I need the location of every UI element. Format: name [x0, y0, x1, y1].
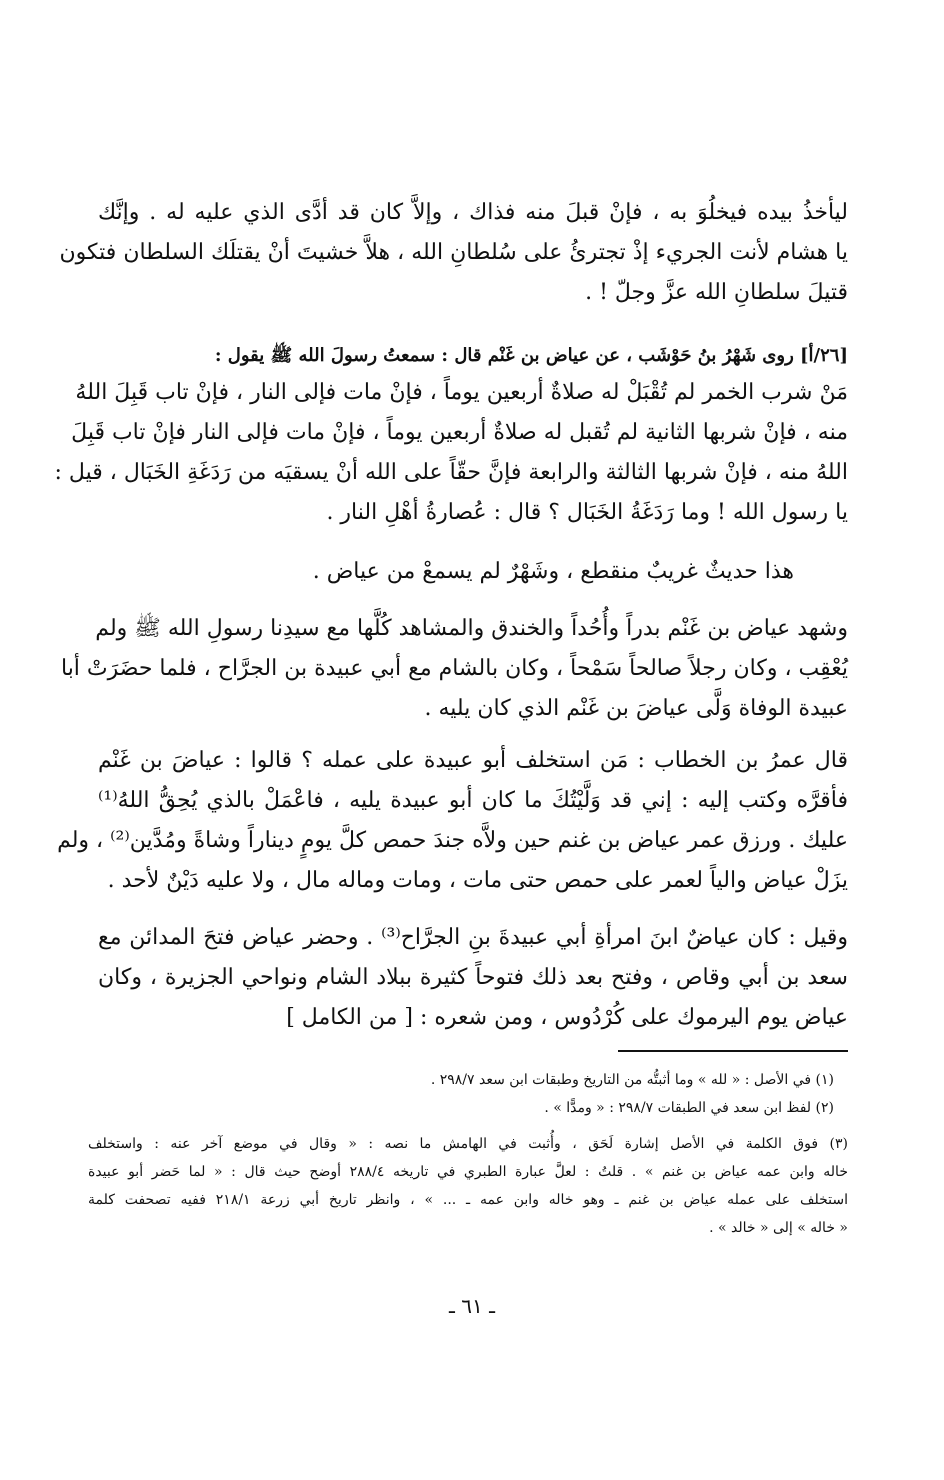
paragraph-3-line-1: قال عمرُ بن الخطاب : مَن استخلف أبو عبيدة على عمله ؟ قالوا : عياضَ بن غَنْم: [98, 748, 848, 773]
hadith-comment: هذا حديثٌ غريبٌ منقطع ، وشَهْرٌ لم يسمعْ من عياض .: [312, 559, 794, 584]
hadith-line-2: منه ، فإنْ شربها الثانية لم تُقبل له صلاةٌ أربعين يوماً ، فإنْ مات فإلى النار فإنْ تاب قَبِلَ: [71, 420, 848, 445]
paragraph-2-line-2: يُعْقِب ، وكان رجلاً صالحاً سَمْحاً ، وكان بالشام مع أبي عبيدة بن الجرَّاح ، فلما حضَرَتْ أبا: [60, 656, 848, 681]
page-number: ـ ٦١ ـ: [449, 1294, 495, 1318]
paragraph-2-line-1: وشهد عياض بن غَنْم بدراً وأُحُداً والخندق والمشاهد كُلَّها مع سيدِنا رسولِ الله ﷺ ولم: [95, 616, 848, 641]
footnote-separator: [618, 1050, 848, 1052]
paragraph-3-line-4: يزَلْ عياض والياً لعمر على حمص حتى مات ، ومات وماله مال ، ولا عليه دَيْنٌ لأحد .: [107, 868, 848, 893]
footnote-3-line-4: « خاله » إلى « خالد » .: [709, 1220, 848, 1236]
paragraph-3-line-2: فأقرَّه وكتب إليه : إني قد وَلَّيْتُكَ ما كان أبو عبيدة يليه ، فاعْمَلْ بالذي يُحِقُّ اللهُ⁽¹⁾: [98, 788, 848, 813]
paragraph-4-line-3: عياض يوم اليرموك على كُرْدُوس ، ومن شعره : [ من الكامل ]: [286, 1005, 848, 1030]
hadith-line-1: مَنْ شرب الخمر لم تُقْبَلْ له صلاةٌ أربعين يوماً ، فإنْ مات فإلى النار ، فإنْ تاب قَبِلَ اللهُ: [75, 380, 848, 405]
hadith-line-3: اللهُ منه ، فإنْ شربها الثالثة والرابعة فإنَّ حقّاً على الله أنْ يسقيَه من رَدَغَةِ الخَبَال ، قيل :: [54, 460, 848, 485]
paragraph-2-line-3: عبيدة الوفاة وَلَّى عياضَ بن غَنْم الذي كان يليه .: [424, 696, 848, 721]
paragraph-4-line-1: وقيل : كان عياضٌ ابنَ امرأةِ أبي عبيدةَ بنِ الجرَّاح⁽³⁾ . وحضر عياض فتحَ المدائن مع: [98, 925, 849, 950]
footnote-2: (٢) لفظ ابن سعد في الطبقات ٢٩٨/٧ : « ومدًّا » .: [544, 1100, 834, 1116]
paragraph-1-line-1: ليأخذُ بيده فيخلُوَ به ، فإنْ قبلَ منه فذاك ، وإلاَّ كان قد أدَّى الذي عليه له . وإنَّك: [98, 200, 848, 225]
paragraph-1-line-3: قتيلَ سلطانِ الله عزَّ وجلّ ! .: [585, 280, 848, 305]
paragraph-3-line-3: عليك . ورزق عمر عياض بن غنم حين ولاَّه جندَ حمص كلَّ يومٍ ديناراً وشاةً ومُدَّين⁽²⁾ ، ولم: [57, 828, 848, 853]
paragraph-4-line-2: سعد بن أبي وقاص ، وفتح بعد ذلك فتوحاً كثيرة ببلاد الشام ونواحي الجزيرة ، وكان: [98, 965, 848, 990]
footnote-3-line-2: خاله وابن عمه عياض بن غنم » . قلتُ : لعلَّ عبارة الطبري في تاريخه ٢٨٨/٤ أوضح حيث قال : « لما حَضر أبو عبيدة: [88, 1164, 848, 1180]
paragraph-1-line-2: يا هشام لأنت الجريء إذْ تجترئُ على سُلطانِ الله ، هلاَّ خشيتَ أنْ يقتلَك السلطان فتكون: [59, 240, 848, 265]
hadith-isnad: [٢٦/أ] روى شَهْرُ بنُ حَوْشَب ، عن عياض بن غَنْم قال : سمعتُ رسولَ الله ﷺ يقول :: [214, 345, 848, 366]
hadith-line-4: يا رسول الله ! وما رَدَغَةُ الخَبَال ؟ قال : عُصارةُ أهْلِ النار .: [326, 500, 848, 525]
footnote-3-line-1: (٣) فوق الكلمة في الأصل إشارة لَحَق ، وأُثبت في الهامش ما نصه : « وقال في موضع آخر عنه : واستخلف: [88, 1136, 848, 1152]
footnote-3-line-3: استخلف على عمله عياض بن غنم ـ وهو خاله وابن عمه ـ ... » ، وانظر تاريخ أبي زرعة ٢١٨/١ ففيه تصحفت كلمة: [88, 1192, 848, 1208]
footnote-1: (١) في الأصل : « لله » وما أثبتُّه من التاريخ وطبقات ابن سعد ٢٩٨/٧ .: [430, 1072, 834, 1088]
